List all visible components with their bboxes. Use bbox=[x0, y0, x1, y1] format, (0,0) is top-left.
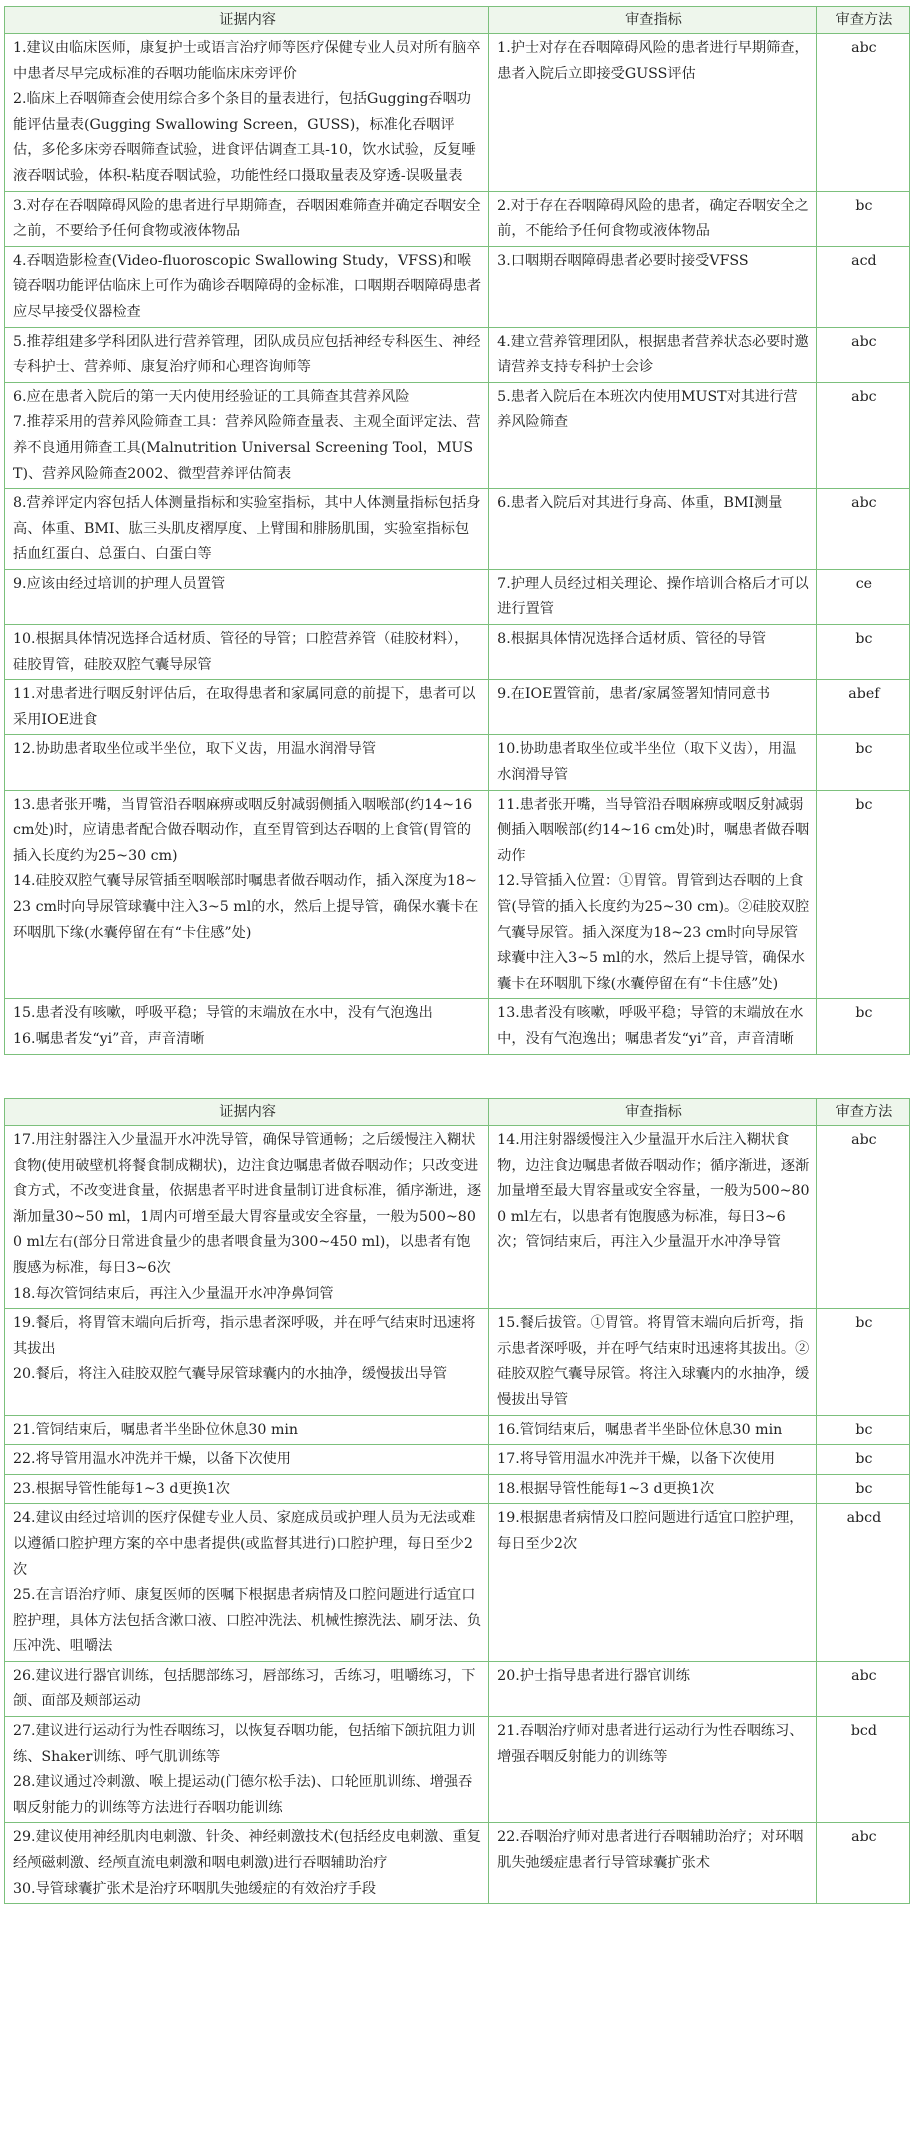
evidence-cell bbox=[5, 569, 489, 624]
method-cell: abc bbox=[816, 1823, 909, 1904]
method-cell: acd bbox=[816, 246, 909, 327]
indicator-cell bbox=[489, 1126, 817, 1309]
indicator-cell bbox=[489, 790, 817, 999]
evidence-cell bbox=[5, 1126, 489, 1309]
table-row bbox=[5, 625, 910, 680]
evidence-item: 8.营养评定内容包括人体测量指标和实验室指标，其中人体测量指标包括身高、体重、BMI、肱三头肌皮褶厚度、上臂围和腓肠肌围，实验室指标包括血红蛋白、总蛋白、白蛋白等 bbox=[13, 495, 481, 563]
indicator-cell bbox=[489, 489, 817, 570]
evidence-cell bbox=[5, 1309, 489, 1415]
indicator-cell bbox=[489, 680, 817, 735]
indicator-item: 1.护士对存在吞咽障碍风险的患者进行早期筛查，患者入院后立即接受GUSS评估 bbox=[497, 40, 809, 82]
table-row bbox=[5, 1823, 910, 1904]
table-row bbox=[5, 1126, 910, 1309]
table-row bbox=[5, 1474, 910, 1504]
evidence-item: 7.推荐采用的营养风险筛查工具：营养风险筛查量表、主观全面评定法、营养不良通用筛查工具(Malnutrition Universal Screening Tool，MUST)、营养风险筛查2002、微型营养评估简表 bbox=[13, 414, 481, 482]
table-row bbox=[5, 1415, 910, 1445]
method-cell: bc bbox=[816, 735, 909, 790]
header-evidence: 证据内容 bbox=[5, 1099, 489, 1126]
evidence-item: 23.根据导管性能每1~3 d更换1次 bbox=[13, 1480, 230, 1497]
evidence-cell bbox=[5, 1717, 489, 1823]
evidence-item: 27.建议进行运动行为性吞咽练习，以恢复吞咽功能，包括缩下颌抗阻力训练、Shaker训练、呼气肌训练等 bbox=[13, 1723, 476, 1765]
evidence-item: 10.根据具体情况选择合适材质、管径的导管；口腔营养管（硅胶材料），硅胶胃管，硅胶双腔气囊导尿管 bbox=[13, 631, 469, 673]
evidence-cell bbox=[5, 1415, 489, 1445]
indicator-item: 10.协助患者取坐位或半坐位（取下义齿），用温水润滑导管 bbox=[497, 741, 797, 784]
indicator-cell bbox=[489, 1474, 817, 1504]
indicator-cell bbox=[489, 1309, 817, 1415]
method-cell: bc bbox=[816, 1309, 909, 1415]
indicator-item: 16.管饲结束后，嘱患者半坐卧位休息30 min bbox=[497, 1421, 783, 1438]
header-indicator: 审查指标 bbox=[489, 1099, 817, 1126]
indicator-item: 5.患者入院后在本班次内使用MUST对其进行营养风险筛查 bbox=[497, 388, 798, 431]
indicator-item: 18.根据导管性能每1~3 d更换1次 bbox=[497, 1480, 715, 1497]
method-cell: bc bbox=[816, 1474, 909, 1504]
evidence-cell bbox=[5, 34, 489, 192]
evidence-item: 16.嘱患者发“yi”音，声音清晰 bbox=[13, 1030, 205, 1047]
indicator-cell bbox=[489, 569, 817, 624]
table-header-row bbox=[5, 7, 910, 34]
evidence-cell bbox=[5, 1504, 489, 1662]
method-cell: bc bbox=[816, 790, 909, 999]
evidence-cell bbox=[5, 790, 489, 999]
table-row bbox=[5, 191, 910, 246]
header-method: 审查方法 bbox=[816, 1099, 909, 1126]
method-cell: abc bbox=[816, 382, 909, 488]
method-cell: abc bbox=[816, 489, 909, 570]
table-row bbox=[5, 489, 910, 570]
review-table-part-1 bbox=[4, 6, 910, 1055]
indicator-item: 9.在IOE置管前，患者/家属签署知情同意书 bbox=[497, 686, 771, 703]
header-indicator: 审查指标 bbox=[489, 7, 817, 34]
indicator-item: 17.将导管用温水冲洗并干燥，以备下次使用 bbox=[497, 1451, 776, 1468]
evidence-item: 12.协助患者取坐位或半坐位，取下义齿，用温水润滑导管 bbox=[13, 741, 377, 758]
method-cell: bc bbox=[816, 625, 909, 680]
table-row bbox=[5, 999, 910, 1054]
indicator-cell bbox=[489, 246, 817, 327]
method-cell: bc bbox=[816, 1445, 909, 1475]
evidence-cell bbox=[5, 1445, 489, 1475]
evidence-item: 25.在言语治疗师、康复医师的医嘱下根据患者病情及口腔问题进行适宜口腔护理，具体方法包括含漱口液、口腔冲洗法、机械性擦洗法、刷牙法、负压冲洗、咀嚼法 bbox=[13, 1587, 482, 1655]
evidence-cell bbox=[5, 1474, 489, 1504]
table-row bbox=[5, 1661, 910, 1716]
method-cell: abc bbox=[816, 327, 909, 382]
evidence-item: 4.吞咽造影检查(Video-fluoroscopic Swallowing Study，VFSS)和喉镜吞咽功能评估临床上可作为确诊吞咽障碍的金标准，口咽期吞咽障碍患者应尽早接受仪器检查 bbox=[13, 252, 482, 320]
evidence-item: 13.患者张开嘴，当胃管沿吞咽麻痹或咽反射减弱侧插入咽喉部(约14~16 cm处)时，应请患者配合做吞咽动作，直至胃管到达吞咽的上食管(胃管的插入长度约为25~30 cm) bbox=[13, 796, 473, 864]
table-row bbox=[5, 680, 910, 735]
evidence-cell bbox=[5, 1823, 489, 1904]
method-cell: bc bbox=[816, 999, 909, 1054]
evidence-cell bbox=[5, 327, 489, 382]
table-header-row bbox=[5, 1099, 910, 1126]
table-row bbox=[5, 34, 910, 192]
indicator-item: 4.建立营养管理团队，根据患者营养状态必要时邀请营养支持专科护士会诊 bbox=[497, 333, 809, 376]
evidence-item: 26.建议进行器官训练，包括腮部练习，唇部练习，舌练习，咀嚼练习，下颌、面部及颊部运动 bbox=[13, 1667, 476, 1710]
evidence-cell bbox=[5, 191, 489, 246]
method-cell: bcd bbox=[816, 1717, 909, 1823]
indicator-item: 8.根据具体情况选择合适材质、管径的导管 bbox=[497, 631, 767, 648]
evidence-cell bbox=[5, 1661, 489, 1716]
evidence-item: 19.餐后，将胃管末端向后折弯，指示患者深呼吸，并在呼气结束时迅速将其拔出 bbox=[13, 1315, 476, 1357]
table-row bbox=[5, 790, 910, 999]
method-cell: abc bbox=[816, 34, 909, 192]
table-row bbox=[5, 1309, 910, 1415]
method-cell: abc bbox=[816, 1126, 909, 1309]
header-evidence: 证据内容 bbox=[5, 7, 489, 34]
indicator-cell bbox=[489, 1415, 817, 1445]
indicator-item: 3.口咽期吞咽障碍患者必要时接受VFSS bbox=[497, 252, 749, 269]
header-method: 审查方法 bbox=[816, 7, 909, 34]
indicator-cell bbox=[489, 34, 817, 192]
indicator-cell bbox=[489, 1661, 817, 1716]
evidence-item: 28.建议通过冷刺激、喉上提运动(门德尔松手法)、口轮匝肌训练、增强吞咽反射能力的训练等方法进行吞咽功能训练 bbox=[13, 1774, 473, 1816]
table-row bbox=[5, 1717, 910, 1823]
indicator-cell bbox=[489, 625, 817, 680]
table-row bbox=[5, 1445, 910, 1475]
indicator-cell bbox=[489, 382, 817, 488]
indicator-item: 15.餐后拔管。①胃管。将胃管末端向后折弯，指示患者深呼吸，并在呼气结束时迅速将其拔出。②硅胶双腔气囊导尿管。将注入球囊内的水抽净，缓慢拔出导管 bbox=[497, 1315, 810, 1408]
evidence-item: 1.建议由临床医师，康复护士或语言治疗师等医疗保健专业人员对所有脑卒中患者尽早完成标准的吞咽功能临床床旁评价 bbox=[13, 40, 481, 82]
indicator-item: 13.患者没有咳嗽，呼吸平稳；导管的末端放在水中，没有气泡逸出；嘱患者发“yi”音，声音清晰 bbox=[497, 1005, 804, 1047]
evidence-cell bbox=[5, 625, 489, 680]
evidence-cell bbox=[5, 489, 489, 570]
evidence-item: 24.建议由经过培训的医疗保健专业人员、家庭成员或护理人员为无法或难以遵循口腔护理方案的卒中患者提供(或监督其进行)口腔护理，每日至少2次 bbox=[13, 1510, 476, 1578]
evidence-item: 9.应该由经过培训的护理人员置管 bbox=[13, 575, 226, 592]
evidence-cell bbox=[5, 735, 489, 790]
indicator-item: 6.患者入院后对其进行身高、体重，BMI测量 bbox=[497, 495, 783, 512]
evidence-item: 18.每次管饲结束后，再注入少量温开水冲净鼻饲管 bbox=[13, 1285, 334, 1302]
indicator-item: 2.对于存在吞咽障碍风险的患者，确定吞咽安全之前，不能给予任何食物或液体物品 bbox=[497, 197, 809, 240]
evidence-cell bbox=[5, 246, 489, 327]
indicator-item: 7.护理人员经过相关理论、操作培训合格后才可以进行置管 bbox=[497, 575, 809, 618]
indicator-cell bbox=[489, 327, 817, 382]
table-row bbox=[5, 246, 910, 327]
evidence-item: 3.对存在吞咽障碍风险的患者进行早期筛查，吞咽困难筛查并确定吞咽安全之前，不要给予任何食物或液体物品 bbox=[13, 197, 481, 240]
evidence-item: 20.餐后，将注入硅胶双腔气囊导尿管球囊内的水抽净，缓慢拔出导管 bbox=[13, 1366, 448, 1383]
indicator-cell bbox=[489, 1823, 817, 1904]
table-row bbox=[5, 569, 910, 624]
method-cell: bc bbox=[816, 191, 909, 246]
evidence-item: 30.导管球囊扩张术是治疗环咽肌失弛缓症的有效治疗手段 bbox=[13, 1880, 377, 1897]
indicator-cell bbox=[489, 1445, 817, 1475]
evidence-item: 29.建议使用神经肌肉电刺激、针灸、神经刺激技术(包括经皮电刺激、重复经颅磁刺激、经颅直流电刺激和咽电刺激)进行吞咽辅助治疗 bbox=[13, 1829, 481, 1872]
evidence-item: 22.将导管用温水冲洗并干燥，以备下次使用 bbox=[13, 1451, 291, 1468]
method-cell: abcd bbox=[816, 1504, 909, 1662]
method-cell: abc bbox=[816, 1661, 909, 1716]
evidence-item: 6.应在患者入院后的第一天内使用经验证的工具筛查其营养风险 bbox=[13, 388, 410, 405]
review-table-part-2 bbox=[4, 1098, 910, 1904]
indicator-item: 21.吞咽治疗师对患者进行运动行为性吞咽练习、增强吞咽反射能力的训练等 bbox=[497, 1723, 804, 1765]
table-row bbox=[5, 735, 910, 790]
indicator-item: 20.护士指导患者进行器官训练 bbox=[497, 1667, 690, 1684]
method-cell: ce bbox=[816, 569, 909, 624]
indicator-item: 11.患者张开嘴，当导管沿吞咽麻痹或咽反射减弱侧插入咽喉部(约14~16 cm处)时，嘱患者做吞咽动作 bbox=[497, 796, 810, 864]
indicator-cell bbox=[489, 1717, 817, 1823]
evidence-item: 14.硅胶双腔气囊导尿管插至咽喉部时嘱患者做吞咽动作，插入深度为18~23 cm时向导尿管球囊中注入3~5 ml的水，然后上提导管，确保水囊卡在环咽肌下缘(水囊停留在有“卡住感”处) bbox=[13, 873, 479, 941]
table-row bbox=[5, 1504, 910, 1662]
indicator-cell bbox=[489, 1504, 817, 1662]
evidence-item: 2.临床上吞咽筛查会使用综合多个条目的量表进行，包括Gugging吞咽功能评估量表(Gugging Swallowing Screen，GUSS)，标准化吞咽评估，多伦多床旁吞咽筛查试验，进食评估调查工具-10，饮水试验，反复唾液吞咽试验，体积-粘度吞咽试验，功能性经口摄取量表及穿透-误吸量表 bbox=[13, 91, 476, 184]
evidence-item: 21.管饲结束后，嘱患者半坐卧位休息30 min bbox=[13, 1421, 299, 1438]
indicator-cell bbox=[489, 735, 817, 790]
indicator-cell bbox=[489, 191, 817, 246]
indicator-cell bbox=[489, 999, 817, 1054]
indicator-item: 19.根据患者病情及口腔问题进行适宜口腔护理，每日至少2次 bbox=[497, 1510, 804, 1552]
evidence-cell bbox=[5, 999, 489, 1054]
indicator-item: 12.导管插入位置：①胃管。胃管到达吞咽的上食管(导管的插入长度约为25~30 cm)。②硅胶双腔气囊导尿管。插入深度为18~23 cm时向导尿管球囊中注入3~5 ml的水，然后上提导管，确保水囊卡在环咽肌下缘(水囊停留在有“卡住感”处) bbox=[497, 873, 810, 992]
table-row bbox=[5, 327, 910, 382]
indicator-item: 22.吞咽治疗师对患者进行吞咽辅助治疗；对环咽肌失弛缓症患者行导管球囊扩张术 bbox=[497, 1829, 804, 1872]
method-cell: abef bbox=[816, 680, 909, 735]
evidence-item: 17.用注射器注入少量温开水冲洗导管，确保导管通畅；之后缓慢注入糊状食物(使用破壁机将餐食制成糊状)，边注食边嘱患者做吞咽动作；只改变进食方式，不改变进食量，依据患者平时进食量制订进食标准，循序渐进，逐渐加量30~50 ml，1周内可增至最大胃容量或安全容量，一般为500~800 ml左右(部分日常进食量少的患者喂食量为300~450 ml)，以患者有饱腹感为标准，每日3~6次 bbox=[13, 1132, 482, 1276]
method-cell: bc bbox=[816, 1415, 909, 1445]
table-row bbox=[5, 382, 910, 488]
indicator-item: 14.用注射器缓慢注入少量温开水后注入糊状食物，边注食边嘱患者做吞咽动作；循序渐进，逐渐加量增至最大胃容量或安全容量，一般为500~800 ml左右，以患者有饱腹感为标准，每日3~6次；管饲结束后，再注入少量温开水冲净导管 bbox=[497, 1132, 810, 1251]
evidence-cell bbox=[5, 382, 489, 488]
evidence-cell bbox=[5, 680, 489, 735]
evidence-item: 11.对患者进行咽反射评估后，在取得患者和家属同意的前提下，患者可以采用IOE进食 bbox=[13, 686, 476, 728]
evidence-item: 5.推荐组建多学科团队进行营养管理，团队成员应包括神经专科医生、神经专科护士、营养师、康复治疗师和心理咨询师等 bbox=[13, 333, 481, 376]
evidence-item: 15.患者没有咳嗽，呼吸平稳；导管的末端放在水中，没有气泡逸出 bbox=[13, 1005, 433, 1022]
